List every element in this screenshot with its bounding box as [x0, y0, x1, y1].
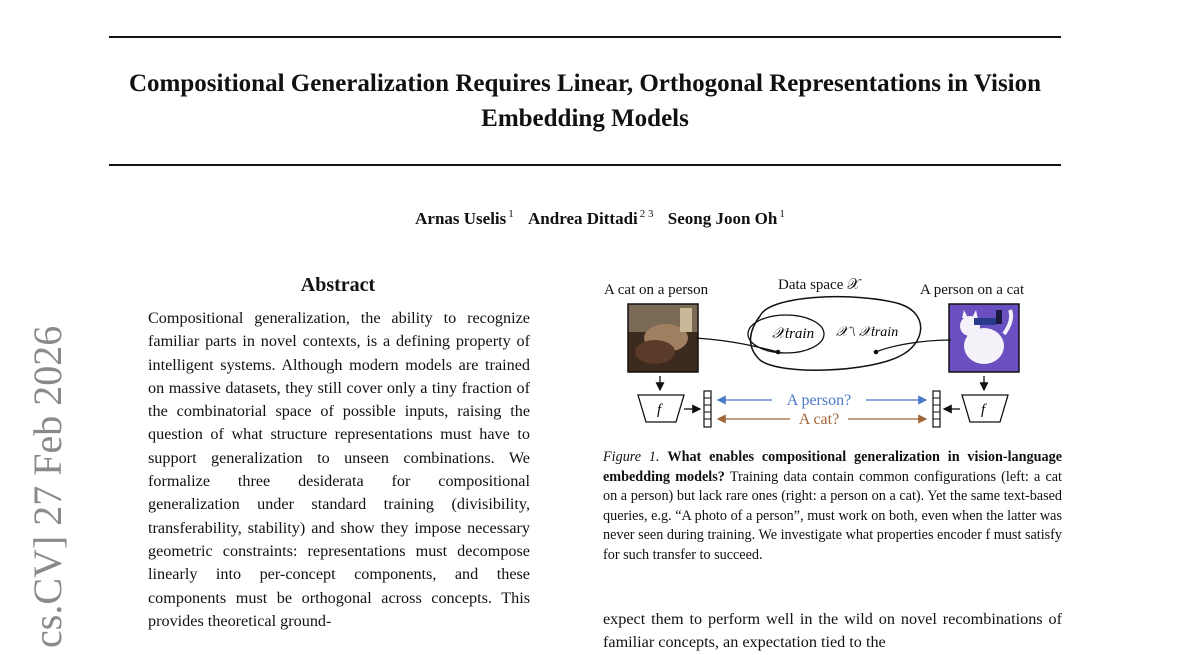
photo-cat-on-person [628, 304, 698, 372]
author-list [200, 208, 1000, 229]
x-train-label: 𝒳train [772, 326, 815, 342]
author [415, 209, 514, 228]
paper-title: Compositional Generalization Requires Linear, Orthogonal Representations in Vision Embedding Models [128, 70, 1042, 132]
embedding-right [933, 391, 940, 427]
point-right-sample [874, 350, 879, 355]
label-cat-on-person: A cat on a person [604, 282, 709, 298]
abstract-text: Compositional generalization, the ability to recognize familiar parts in novel contexts, is a defining property of intelligent systems. Although modern models are trained on massive datasets, they still cover only a tiny fraction of the combinatorial space of possible inputs, raising the question of what structure representations must have to support generalization to unseen combinations. We formalize three desiderata for compositional generalization under standard training (divisibility, transferability, stability) and show they impose necessary geometric constraints: representations must decompose linearly into per-concept components, and these components must be orthogonal across concepts. This provides theoretical ground- [148, 309, 530, 630]
author-affiliation: 1 [508, 208, 514, 220]
body-text-continued: expect them to perform well in the wild on novel recombinations of familiar concepts, an expectation tied to the [603, 610, 1062, 652]
arxiv-identifier-stamp: cs.CV] 27 Feb 2026 [25, 325, 70, 648]
embedding-left [704, 391, 711, 427]
figure-diagram [600, 274, 1062, 434]
figure-1 [600, 274, 1062, 434]
figure-caption [603, 448, 1062, 566]
photo-person-on-cat [949, 304, 1019, 372]
figure-number: Figure 1. [603, 449, 660, 465]
author-name: Arnas Uselis [415, 208, 507, 228]
author-name: Seong Joon Oh [667, 208, 778, 228]
x-rest-label: 𝒳 \ 𝒳train [836, 325, 899, 340]
author-affiliation: 1 [779, 208, 785, 220]
author [668, 209, 785, 228]
encoder-right-label: f [981, 402, 986, 418]
author-name: Andrea Dittadi [528, 208, 638, 228]
label-person-on-cat: A person on a cat [920, 282, 1025, 298]
label-data-space: Data space 𝒳 [778, 277, 861, 293]
author-affiliation: 2 3 [639, 208, 654, 220]
top-rule [109, 36, 1061, 38]
point-left-sample [776, 350, 781, 355]
bottom-rule [109, 164, 1061, 166]
query-person-label: A person? [786, 392, 852, 409]
figure-caption-text: Training data contain common configurations (left: a cat on a person) but lack rare ones (right: a person on a cat). Yet the same text-based queries, e.g. “A photo of a person”, must work on both, even when the latter was never seen during training. We investigate what properties encoder f must satisfy for such transfer to succeed. [603, 468, 1062, 563]
author [528, 209, 653, 228]
figure-question: What enables compositional generalization in vision-language embedding models? [603, 449, 1063, 485]
encoder-left-label: f [657, 402, 662, 418]
abstract-heading: Abstract [300, 274, 376, 296]
query-cat-label: A cat? [798, 411, 840, 428]
